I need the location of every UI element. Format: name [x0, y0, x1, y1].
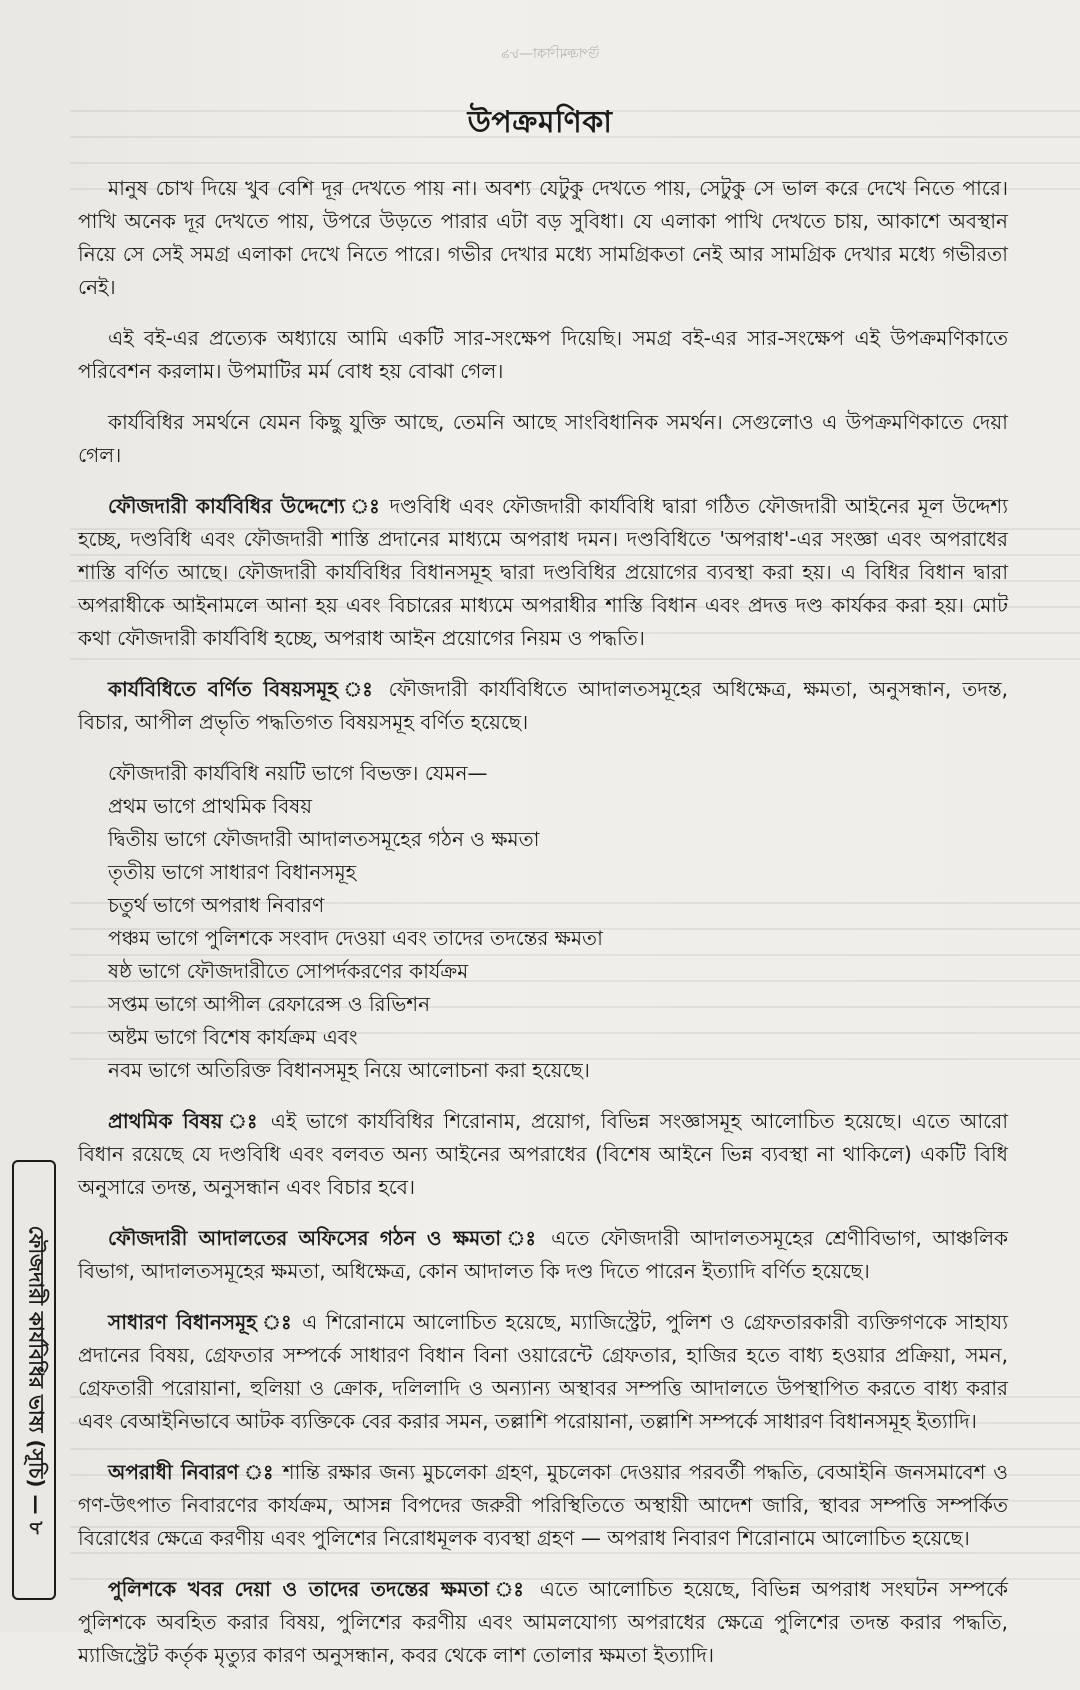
- paragraph: [78, 673, 1008, 739]
- section-heading: অপরাধী নিবারণ ঃ: [108, 1460, 275, 1484]
- division-item: অষ্টম ভাগে বিশেষ কার্যক্রম এবং: [108, 1025, 358, 1049]
- section-heading: পুলিশকে খবর দেয়া ও তাদের তদন্তের ক্ষমতা ঃ: [108, 1577, 529, 1601]
- paragraph-lead: কার্যবিধিতে বর্ণিত বিষয়সমূহ ঃ: [108, 677, 378, 701]
- division-item: নবম ভাগে অতিরিক্ত বিধানসমূহ নিয়ে আলোচনা করা হয়েছে।: [108, 1058, 590, 1082]
- paragraph-text: কার্যবিধির সমর্থনে যেমন কিছু যুক্তি আছে, তেমনি আছে সাংবিধানিক সমর্থন। সেগুলোও এ উপক্রমণিকাতে দেয়া গেল।: [78, 410, 1008, 467]
- vertical-book-title-box: [12, 1160, 56, 1600]
- paragraph-text: দণ্ডবিধি এবং ফৌজদারী কার্যবিধি দ্বারা গঠিত ফৌজদারী আইনের মূল উদ্দেশ্য হচ্ছে, দণ্ডবিধি এবং ফৌজদারী শাস্তি প্রদানের মাধ্যমে অপরাধ দমন। দণ্ডবিধিতে 'অপরাধ'-এর সংজ্ঞা এবং অপরাধের শাস্তি বর্ণিত আছে। ফৌজদারী কার্যবিধির বিধানসমূহ দ্বারা দণ্ডবিধির প্রয়োগের ব্যবস্থা করা হয়। এ বিধির বিধান দ্বারা অপরাধীকে আইনামলে আনা হয় এবং বিচারের মাধ্যমে অপরাধীর শাস্তি বিধান এবং প্রদত্ত দণ্ড কার্যকর করা হয়। মোট কথা ফৌজদারী কার্যবিধি হচ্ছে, অপরাধ আইন প্রয়োগের নিয়ম ও পদ্ধতি।: [78, 494, 1008, 650]
- page-body: [78, 172, 1008, 1690]
- division-item: তৃতীয় ভাগে সাধারণ বিধানসমূহ: [108, 860, 357, 884]
- section-text: এই ভাগে কার্যবিধির শিরোনাম, প্রয়োগ, বিভিন্ন সংজ্ঞাসমূহ আলোচিত হয়েছে। এতে আরো বিধান রয়েছে যে দণ্ডবিধি এবং বলবত অন্য আইনের অপরাধের (বিশেষ আইনে ভিন্ন ব্যবস্থা না থাকিলে) একটি বিধি অনুসারে তদন্ত, অনুসন্ধান এবং বিচার হবে।: [78, 1109, 1008, 1199]
- paragraph-text: মানুষ চোখ দিয়ে খুব বেশি দূর দেখতে পায় না। অবশ্য যেটুকু দেখতে পায়, সেটুকু সে ভাল করে দেখে নিতে পারে। পাখি অনেক দূর দেখতে পায়, উপরে উড়তে পারার এটা বড় সুবিধা। যে এলাকা পাখি দেখতে চায়, আকাশে অবস্থান নিয়ে সে সেই সমগ্র এলাকা দেখে নিতে পারে। গভীর দেখার মধ্যে সামগ্রিকতা নেই আর সামগ্রিক দেখার মধ্যে গভীরতা নেই।: [78, 176, 1008, 299]
- division-item: পঞ্চম ভাগে পুলিশকে সংবাদ দেওয়া এবং তাদের তদন্তের ক্ষমতা: [108, 926, 603, 950]
- section-text: এতে আলোচিত হয়েছে, বিভিন্ন অপরাধ সংঘটন সম্পর্কে পুলিশকে অবহিত করার বিষয়, পুলিশের করণীয় এবং আমলযোগ্য অপরাধের ক্ষেত্রে পুলিশের তদন্ত করার পদ্ধতি, ম্যাজিস্ট্রেট কর্তৃক মৃত্যুর কারণ অনুসন্ধান, কবর থেকে লাশ তোলার ক্ষমতা ইত্যাদি।: [78, 1577, 1008, 1667]
- section-text: শান্তি রক্ষার জন্য মুচলেকা গ্রহণ, মুচলেকা দেওয়ার পরবর্তী পদ্ধতি, বেআইনি জনসমাবেশ ও গণ-উৎপাত নিবারণের কার্যক্রম, আসন্ন বিপদের জরুরী পরিস্থিতিতে অস্থায়ী আদেশ জারি, স্থাবর সম্পত্তি সম্পর্কিত বিরোধের ক্ষেত্রে করণীয় এবং পুলিশের নিরোধমূলক ব্যবস্থা গ্রহণ — অপরাধ নিবারণ শিরোনামে আলোচিত হয়েছে।: [78, 1460, 1008, 1550]
- mirrored-running-head: উপক্রমণিকা—৮৯: [500, 46, 600, 62]
- division-item: প্রথম ভাগে প্রাথমিক বিষয়: [108, 794, 313, 818]
- section-text: এ শিরোনামে আলোচিত হয়েছে, ম্যাজিস্ট্রেট, পুলিশ ও গ্রেফতারকারী ব্যক্তিগণকে সাহায্য প্রদানের বিষয়, গ্রেফতার সম্পর্কে সাধারণ বিধান বিনা ওয়ারেন্টে গ্রেফতার, হাজির হতে বাধ্য হওয়ার প্রক্রিয়া, সমন, গ্রেফতারী পরোয়ানা, হুলিয়া ও ক্রোক, দলিলাদি ও অন্যান্য অস্থাবর সম্পত্তি আদালতে উপস্থাপিত করতে বাধ্য করার এবং বেআইনিভাবে আটক ব্যক্তিকে বের করার সমন, তল্লাশি পরোয়ানা, তল্লাশি সম্পর্কে সাধারণ বিধানসমূহ ইত্যাদি।: [78, 1310, 1008, 1433]
- section-paragraph: [78, 1306, 1008, 1438]
- paragraph: [78, 172, 1008, 304]
- divisions-list: [108, 790, 1008, 1087]
- division-item: সপ্তম ভাগে আপীল রেফারেন্স ও রিভিশন: [108, 992, 431, 1016]
- section-paragraph: [78, 1222, 1008, 1288]
- division-item: ষষ্ঠ ভাগে ফৌজদারীতে সোপর্দকরণের কার্যক্রম: [108, 959, 469, 983]
- paragraph: [78, 490, 1008, 655]
- section-paragraph: [78, 1456, 1008, 1555]
- paragraph: [78, 406, 1008, 472]
- division-item: দ্বিতীয় ভাগে ফৌজদারী আদালতসমূহের গঠন ও ক্ষমতা: [108, 827, 540, 851]
- section-paragraph: [78, 1105, 1008, 1204]
- vertical-book-title: ফৌজদারী কার্যবিধির ভাষ্য (সূচি) — ৮: [24, 1225, 49, 1535]
- section-heading: সাধারণ বিধানসমূহ ঃ: [108, 1310, 294, 1334]
- paragraph: [78, 322, 1008, 388]
- section-heading: ফৌজদারী আদালতের অফিসের গঠন ও ক্ষমতা ঃ: [108, 1226, 541, 1250]
- division-item: চতুর্থ ভাগে অপরাধ নিবারণ: [108, 893, 325, 917]
- paragraph-lead: ফৌজদারী কার্যবিধির উদ্দেশ্যে ঃ: [108, 494, 382, 518]
- section-text: এতে ফৌজদারী আদালতসমূহের শ্রেণীবিভাগ, আঞ্চলিক বিভাগ, আদালতসমূহের ক্ষমতা, অধিক্ষেত্র, কোন আদালত কি দণ্ড দিতে পারেন ইত্যাদি বর্ণিত হয়েছে।: [78, 1226, 1008, 1283]
- paragraph-text: ফৌজদারী কার্যবিধিতে আদালতসমূহের অধিক্ষেত্র, ক্ষমতা, অনুসন্ধান, তদন্ত, বিচার, আপীল প্রভৃতি পদ্ধতিগত বিষয়সমূহ বর্ণিত হয়েছে।: [78, 677, 1008, 734]
- divisions-intro: ফৌজদারী কার্যবিধি নয়টি ভাগে বিভক্ত। যেমন—: [108, 761, 488, 785]
- section-heading: প্রাথমিক বিষয় ঃ: [108, 1109, 261, 1133]
- section-paragraph: [78, 1573, 1008, 1672]
- page-title: উপক্রমণিকা: [467, 105, 613, 140]
- paragraph-text: এই বই-এর প্রত্যেক অধ্যায়ে আমি একটি সার-সংক্ষেপ দিয়েছি। সমগ্র বই-এর সার-সংক্ষেপ এই উপক্রমণিকাতে পরিবেশন করলাম। উপমাটির মর্ম বোধ হয় বোঝা গেল।: [78, 326, 1008, 383]
